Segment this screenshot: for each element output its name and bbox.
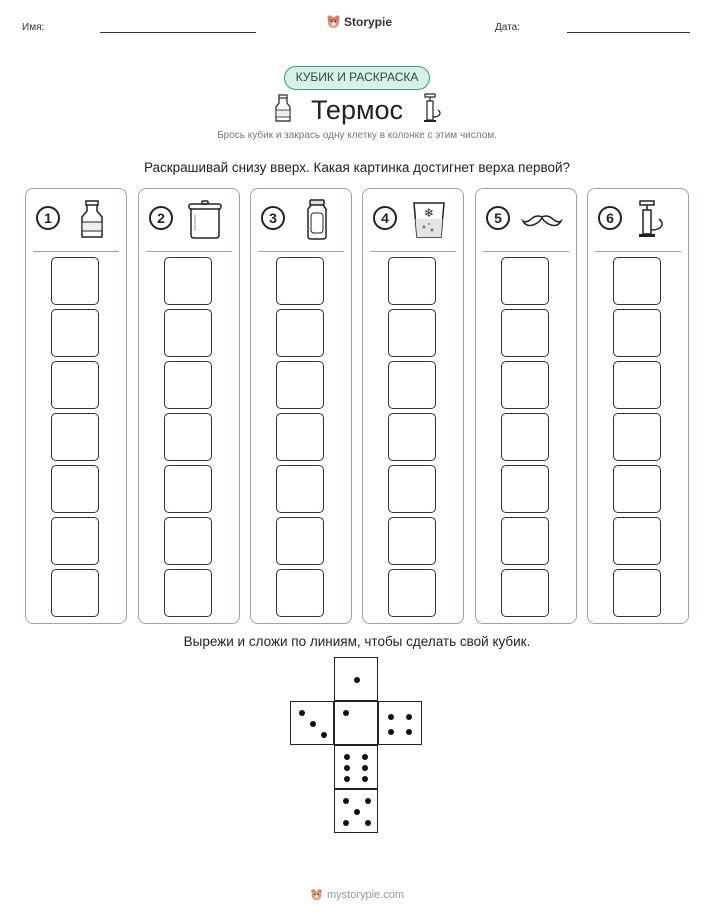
- color-cell[interactable]: [388, 569, 436, 617]
- color-cell[interactable]: [501, 361, 549, 409]
- bottle-jar-icon: [295, 197, 339, 241]
- column-4: [362, 188, 464, 624]
- dice-face-1: [334, 657, 378, 701]
- brand-name: Storypie: [344, 14, 393, 29]
- date-label: Дата:: [495, 22, 520, 33]
- dice-face-5: [334, 789, 378, 833]
- color-cell[interactable]: [276, 465, 324, 513]
- mustache-icon: [520, 197, 564, 241]
- color-cell[interactable]: [388, 361, 436, 409]
- column-number: 2: [149, 206, 173, 230]
- color-cell[interactable]: [501, 413, 549, 461]
- color-cell[interactable]: [164, 413, 212, 461]
- activity-badge: КУБИК И РАСКРАСКА: [284, 66, 430, 90]
- dice-face-6: [334, 745, 378, 789]
- brand-logo: [326, 14, 392, 29]
- color-cell[interactable]: [164, 257, 212, 305]
- color-cell[interactable]: [613, 517, 661, 565]
- color-cell[interactable]: [613, 309, 661, 357]
- color-cell[interactable]: [276, 517, 324, 565]
- name-line[interactable]: [100, 32, 256, 33]
- color-cell[interactable]: [276, 361, 324, 409]
- column-6: [587, 188, 689, 624]
- dice-face-4: [378, 701, 422, 745]
- color-cell[interactable]: [501, 465, 549, 513]
- column-5: [475, 188, 577, 624]
- color-cell[interactable]: [276, 309, 324, 357]
- color-cell[interactable]: [613, 361, 661, 409]
- color-cell[interactable]: [164, 517, 212, 565]
- color-cell[interactable]: [388, 413, 436, 461]
- bear-logo-icon: [326, 14, 341, 29]
- footer-url[interactable]: mystorypie.com: [326, 888, 405, 901]
- color-cell[interactable]: [388, 309, 436, 357]
- date-line[interactable]: [567, 32, 690, 33]
- page-title: Термос: [310, 95, 404, 125]
- column-number: 1: [36, 206, 60, 230]
- column-number: 6: [598, 206, 622, 230]
- column-number: 4: [373, 206, 397, 230]
- color-cell[interactable]: [51, 413, 99, 461]
- color-cell[interactable]: [51, 465, 99, 513]
- name-label: Имя:: [22, 22, 45, 33]
- color-cell[interactable]: [501, 257, 549, 305]
- color-cell[interactable]: [51, 309, 99, 357]
- color-cell[interactable]: [501, 569, 549, 617]
- color-cell[interactable]: [276, 413, 324, 461]
- cut-instruction: Вырежи и сложи по линиям, чтобы сделать свой кубик.: [183, 634, 531, 649]
- subtitle: Брось кубик и закрась одну клетку в колонке с этим числом.: [217, 130, 497, 141]
- color-cell[interactable]: [51, 517, 99, 565]
- ice-glass-icon: [407, 197, 451, 241]
- color-cell[interactable]: [388, 257, 436, 305]
- color-cell[interactable]: [51, 257, 99, 305]
- svg-text:❄: ❄: [423, 206, 435, 220]
- color-cell[interactable]: [613, 413, 661, 461]
- pump-icon: [632, 197, 676, 241]
- bear-logo-icon: [310, 888, 323, 901]
- color-cell[interactable]: [613, 465, 661, 513]
- milk-bottle-icon: [70, 197, 114, 241]
- color-cell[interactable]: [388, 517, 436, 565]
- color-cell[interactable]: [164, 465, 212, 513]
- dice-face-1: [334, 701, 378, 745]
- column-2: [138, 188, 240, 624]
- color-cell[interactable]: [501, 517, 549, 565]
- color-cell[interactable]: [276, 257, 324, 305]
- color-cell[interactable]: [276, 569, 324, 617]
- color-cell[interactable]: [164, 569, 212, 617]
- color-cell[interactable]: [501, 309, 549, 357]
- column-number: 3: [261, 206, 285, 230]
- color-cell[interactable]: [388, 465, 436, 513]
- instruction: Раскрашивай снизу вверх. Какая картинка достигнет верха первой?: [143, 160, 571, 175]
- dice-face-3: [290, 701, 334, 745]
- column-1: [25, 188, 127, 624]
- color-cell[interactable]: [613, 569, 661, 617]
- color-cell[interactable]: [51, 569, 99, 617]
- footer: [0, 888, 714, 901]
- column-number: 5: [486, 206, 510, 230]
- color-cell[interactable]: [164, 309, 212, 357]
- pump-icon: [422, 93, 444, 123]
- color-cell[interactable]: [51, 361, 99, 409]
- column-3: [250, 188, 352, 624]
- color-cell[interactable]: [613, 257, 661, 305]
- color-cell[interactable]: [164, 361, 212, 409]
- jar-icon: [183, 197, 227, 241]
